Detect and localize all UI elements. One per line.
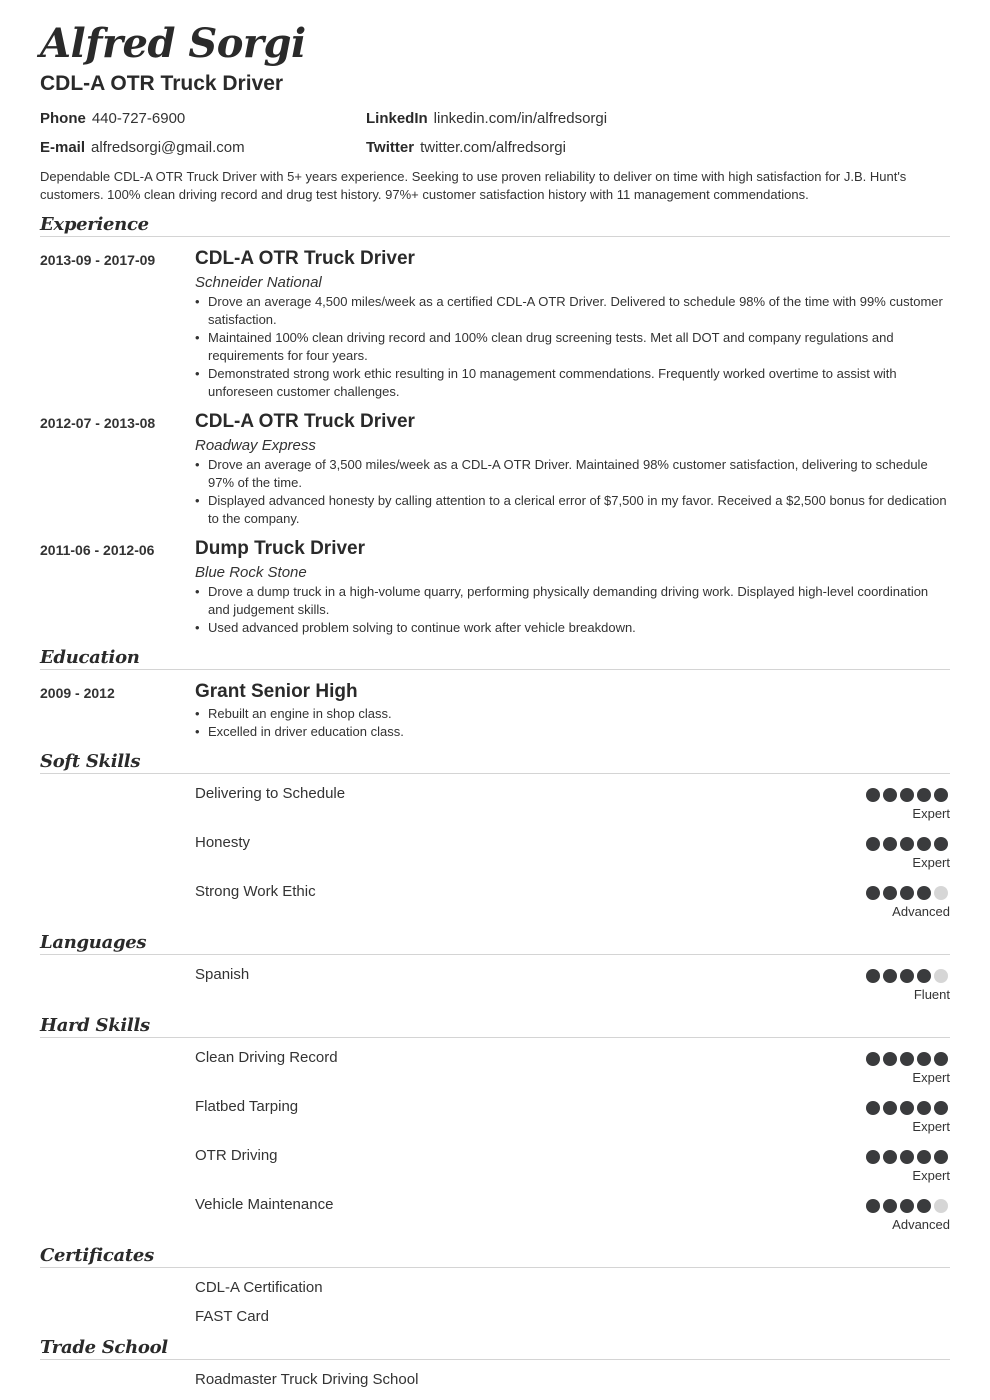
rating-dot-filled — [866, 1052, 880, 1066]
skill-rating — [866, 969, 950, 985]
bullet-item: • Drove a dump truck in a high-volume quarry, performing physically demanding driving work. Displayed high-level coordination and judgement skills. — [195, 583, 950, 619]
phone-value: 440-727-6900 — [91, 110, 186, 127]
rating-dot-filled — [866, 1199, 880, 1213]
bullet-item: • Rebuilt an engine in shop class. — [195, 705, 950, 723]
rating-dot-filled — [900, 969, 914, 983]
skill-rating — [866, 1150, 950, 1166]
bullet-item: • Demonstrated strong work ethic resulting in 10 management commendations. Frequently worked overtime to assist with unforeseen customer challenges. — [195, 365, 950, 401]
rating-dot-filled — [883, 1101, 897, 1115]
job-title: CDL-A OTR Truck Driver — [195, 248, 415, 269]
section-hard-skills — [40, 1011, 950, 1038]
rating-dot-filled — [883, 1150, 897, 1164]
twitter-value[interactable]: twitter.com/alfredsorgi — [420, 139, 566, 156]
rating-dot-filled — [883, 788, 897, 802]
rating-dot-filled — [883, 1199, 897, 1213]
skill-level: Expert — [912, 1119, 950, 1134]
skill-level: Advanced — [892, 904, 950, 919]
rating-dot-filled — [866, 788, 880, 802]
rating-dot-filled — [917, 837, 931, 851]
rating-dot-filled — [934, 1052, 948, 1066]
job-dates: 2013-09 - 2017-09 — [40, 252, 156, 268]
section-heading: Languages — [40, 932, 147, 953]
job-title: Dump Truck Driver — [195, 538, 365, 559]
rating-dot-filled — [866, 886, 880, 900]
candidate-title: CDL-A OTR Truck Driver — [40, 72, 284, 95]
skill-level: Expert — [912, 1168, 950, 1183]
candidate-name: Alfred Sorgi — [40, 20, 306, 67]
rating-dot-empty — [934, 1199, 948, 1213]
skill-name: Spanish — [195, 966, 250, 983]
skill-name: Honesty — [195, 834, 251, 851]
section-heading: Certificates — [40, 1245, 154, 1266]
rating-dot-filled — [883, 837, 897, 851]
rating-dot-filled — [917, 1101, 931, 1115]
skill-level: Fluent — [913, 987, 950, 1002]
contact-linkedin — [366, 110, 607, 127]
rating-dot-filled — [917, 886, 931, 900]
bullet-item: • Used advanced problem solving to continue work after vehicle breakdown. — [195, 619, 950, 637]
job-company: Blue Rock Stone — [195, 564, 307, 581]
section-heading: Experience — [40, 214, 149, 235]
rating-dot-filled — [883, 1052, 897, 1066]
phone-label: Phone — [40, 110, 86, 127]
rating-dot-filled — [934, 1150, 948, 1164]
rating-dot-filled — [900, 886, 914, 900]
contact-phone — [40, 110, 185, 127]
rating-dot-filled — [866, 969, 880, 983]
rating-dot-filled — [900, 1101, 914, 1115]
education-dates: 2009 - 2012 — [40, 685, 115, 701]
linkedin-label: LinkedIn — [366, 110, 428, 127]
section-heading: Hard Skills — [40, 1015, 150, 1036]
skill-level: Advanced — [892, 1217, 950, 1232]
job-bullets — [195, 583, 950, 637]
job-title: CDL-A OTR Truck Driver — [195, 411, 415, 432]
skill-name: OTR Driving — [195, 1147, 278, 1164]
school-name: Grant Senior High — [195, 681, 358, 702]
section-heading: Soft Skills — [40, 751, 141, 772]
rating-dot-filled — [866, 1150, 880, 1164]
rating-dot-filled — [917, 1052, 931, 1066]
twitter-label: Twitter — [366, 139, 415, 156]
rating-dot-filled — [900, 788, 914, 802]
skill-rating — [866, 1101, 950, 1117]
contact-email — [40, 139, 245, 156]
skill-name: Flatbed Tarping — [195, 1098, 299, 1115]
section-heading: Trade School — [40, 1337, 168, 1358]
rating-dot-filled — [866, 837, 880, 851]
skill-name: Strong Work Ethic — [195, 883, 316, 900]
linkedin-value[interactable]: linkedin.com/in/alfredsorgi — [433, 110, 608, 127]
rating-dot-filled — [900, 1052, 914, 1066]
bullet-item: • Maintained 100% clean driving record and 100% clean drug screening tests. Met all DOT and company regulations and requirements for four years. — [195, 329, 950, 365]
rating-dot-filled — [866, 1101, 880, 1115]
section-languages — [40, 928, 950, 955]
rating-dot-filled — [917, 788, 931, 802]
bullet-item: • Drove an average of 3,500 miles/week as a CDL-A OTR Driver. Maintained 98% customer satisfaction, delivering to schedule 97% of the time. — [195, 456, 950, 492]
job-dates: 2012-07 - 2013-08 — [40, 415, 156, 431]
rating-dot-filled — [934, 837, 948, 851]
section-soft-skills — [40, 747, 950, 774]
rating-dot-filled — [917, 969, 931, 983]
job-bullets — [195, 456, 950, 528]
email-label: E-mail — [40, 139, 86, 156]
job-company: Schneider National — [195, 274, 322, 291]
trade-school-item: Roadmaster Truck Driving School — [195, 1371, 419, 1388]
skill-level: Expert — [912, 855, 950, 870]
skill-level: Expert — [912, 1070, 950, 1085]
rating-dot-filled — [883, 886, 897, 900]
summary: Dependable CDL-A OTR Truck Driver with 5+ years experience. Seeking to use proven reliability to deliver on time with high satisfaction for J.B. Hunt's customers. 100% clean driving record and drug test history. 97%+ customer satisfaction history with 11 management commendations. — [40, 169, 907, 202]
skill-rating — [866, 1052, 950, 1068]
skill-rating — [866, 1199, 950, 1215]
skill-level: Expert — [912, 806, 950, 821]
skill-rating — [866, 788, 950, 804]
bullet-item: • Excelled in driver education class. — [195, 723, 950, 741]
bullet-item: • Drove an average 4,500 miles/week as a certified CDL-A OTR Driver. Delivered to schedule 98% of the time with 99% customer satisfaction. — [195, 293, 950, 329]
rating-dot-filled — [934, 1101, 948, 1115]
skill-name: Clean Driving Record — [195, 1049, 338, 1066]
rating-dot-filled — [917, 1199, 931, 1213]
rating-dot-empty — [934, 886, 948, 900]
bullet-item: • Displayed advanced honesty by calling attention to a clerical error of $7,500 in my favor. Received a $2,500 bonus for dedication to the company. — [195, 492, 950, 528]
rating-dot-filled — [883, 969, 897, 983]
job-bullets — [195, 293, 950, 401]
section-heading: Education — [40, 647, 140, 668]
rating-dot-filled — [900, 1199, 914, 1213]
skill-rating — [866, 886, 950, 902]
section-certificates — [40, 1241, 950, 1268]
email-value[interactable]: alfredsorgi@gmail.com — [91, 139, 245, 156]
skill-name: Vehicle Maintenance — [195, 1196, 334, 1213]
certificate-item: FAST Card — [195, 1308, 269, 1325]
education-bullets — [195, 705, 950, 741]
section-experience — [40, 210, 950, 237]
rating-dot-filled — [900, 837, 914, 851]
rating-dot-filled — [934, 788, 948, 802]
job-company: Roadway Express — [195, 437, 316, 454]
certificate-item: CDL-A Certification — [195, 1279, 323, 1296]
skill-name: Delivering to Schedule — [195, 785, 346, 802]
rating-dot-empty — [934, 969, 948, 983]
skill-rating — [866, 837, 950, 853]
rating-dot-filled — [917, 1150, 931, 1164]
section-education — [40, 643, 950, 670]
job-dates: 2011-06 - 2012-06 — [40, 542, 155, 558]
contact-twitter — [366, 139, 566, 156]
rating-dot-filled — [900, 1150, 914, 1164]
section-trade-school — [40, 1333, 950, 1360]
